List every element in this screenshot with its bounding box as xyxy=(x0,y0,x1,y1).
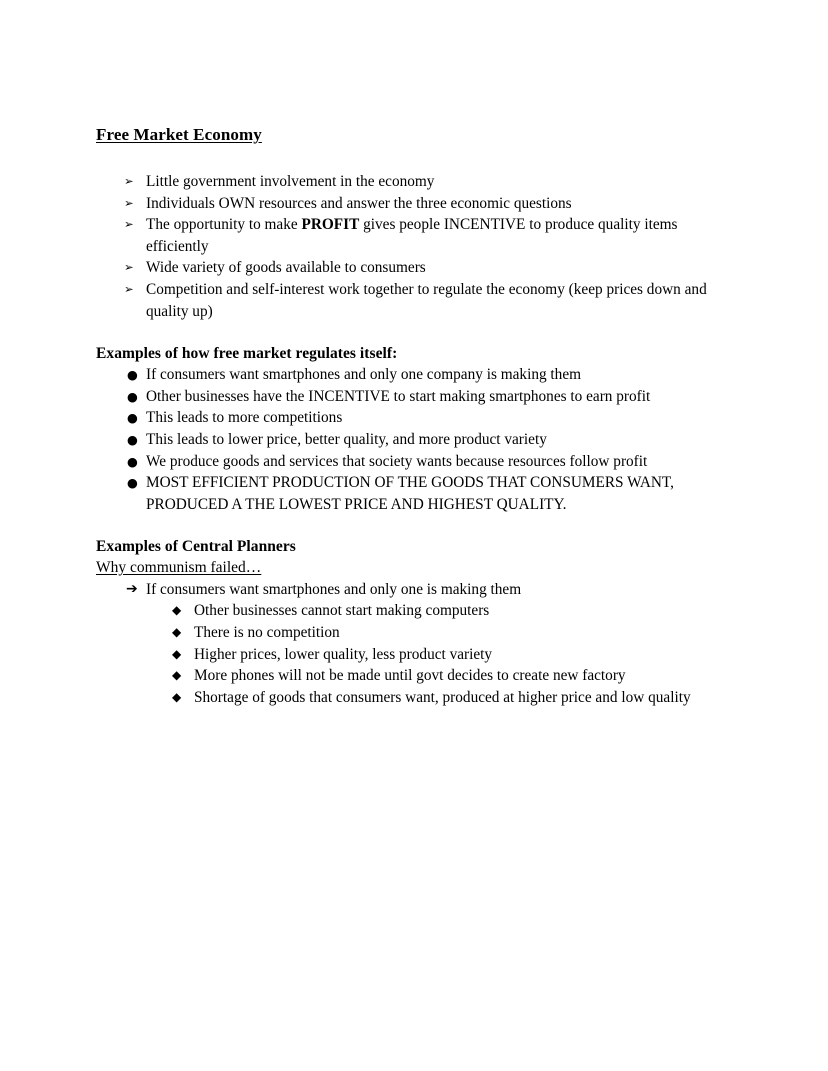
list-item xyxy=(96,687,722,709)
list-item xyxy=(96,257,722,279)
page-title: Free Market Economy xyxy=(96,125,262,144)
list-item-label: Shortage of goods that consumers want, produced at higher price and low quality xyxy=(194,688,691,706)
list-item xyxy=(96,171,722,193)
disc-bullet-icon: ● xyxy=(127,367,138,383)
list-item-label: Higher prices, lower quality, less product variety xyxy=(194,645,493,663)
disc-bullet-icon: ● xyxy=(127,410,138,426)
section-subheading-why-communism-failed: Why communism failed… xyxy=(96,559,262,577)
list-item xyxy=(96,600,722,622)
list-item xyxy=(96,622,722,644)
list-item-label: MOST EFFICIENT PRODUCTION OF THE GOODS THAT CONSUMERS WANT, PRODUCED A THE LOWEST PRICE AND HIGHEST QUALITY. xyxy=(146,474,674,513)
free-market-traits-list xyxy=(96,171,722,322)
disc-bullet-icon: ● xyxy=(127,453,138,469)
list-item-label: Little government involvement in the economy xyxy=(146,173,435,190)
arrow-bullet-icon: ➢ xyxy=(124,217,134,232)
list-item xyxy=(96,429,722,451)
list-item-label: Other businesses have the INCENTIVE to start making smartphones to earn profit xyxy=(146,387,651,405)
list-item-label: This leads to more competitions xyxy=(146,409,343,427)
section-spacer xyxy=(96,322,722,343)
list-item xyxy=(96,364,722,386)
diamond-bullet-icon: ◆ xyxy=(172,668,182,683)
right-arrow-bullet-icon: ➔ xyxy=(126,580,138,597)
list-item xyxy=(96,665,722,687)
list-item-text-post: gives people INCENTIVE to produce quality items efficiently xyxy=(146,216,678,255)
list-item-label: There is no competition xyxy=(194,624,340,641)
diamond-bullet-icon: ◆ xyxy=(172,646,182,661)
list-item-label: Competition and self-interest work together to regulate the economy (keep prices down and quality up) xyxy=(146,280,707,320)
disc-bullet-icon: ● xyxy=(127,388,138,404)
list-item xyxy=(96,579,722,601)
list-item-label: This leads to lower price, better quality, and more product variety xyxy=(146,430,547,448)
list-item-label: Other businesses cannot start making computers xyxy=(194,602,490,620)
arrow-bullet-icon: ➢ xyxy=(124,174,134,188)
list-item-label: Individuals OWN resources and answer the three economic questions xyxy=(146,194,572,212)
list-item xyxy=(96,279,722,322)
list-item xyxy=(96,407,722,429)
emphasis-profit: PROFIT xyxy=(301,216,360,234)
arrow-bullet-icon: ➢ xyxy=(124,281,134,296)
diamond-bullet-icon: ◆ xyxy=(172,689,182,704)
section-spacer xyxy=(96,515,722,536)
disc-bullet-icon: ● xyxy=(127,431,138,447)
section-heading-free-market-regulates: Examples of how free market regulates itself: xyxy=(96,345,398,363)
list-item xyxy=(96,386,722,408)
section-heading-central-planners: Examples of Central Planners xyxy=(96,538,296,556)
list-item xyxy=(96,193,722,215)
list-item xyxy=(96,472,722,515)
diamond-bullet-icon: ◆ xyxy=(172,625,182,639)
list-item-label: If consumers want smartphones and only one is making them xyxy=(146,580,522,598)
list-item-label: More phones will not be made until govt decides to create new factory xyxy=(194,667,626,685)
list-item xyxy=(96,214,722,257)
central-planners-sublist xyxy=(96,600,722,708)
list-item-label xyxy=(146,214,722,257)
list-item-label: If consumers want smartphones and only one company is making them xyxy=(146,366,582,384)
list-item xyxy=(96,644,722,666)
arrow-bullet-icon: ➢ xyxy=(124,195,134,210)
disc-bullet-icon: ● xyxy=(127,475,138,491)
central-planners-list xyxy=(96,579,722,601)
arrow-bullet-icon: ➢ xyxy=(124,260,134,275)
diamond-bullet-icon: ◆ xyxy=(172,603,182,618)
list-item-text-pre: The opportunity to make xyxy=(146,216,302,234)
list-item xyxy=(96,451,722,473)
list-item-label: Wide variety of goods available to consumers xyxy=(146,259,426,277)
list-item-label: We produce goods and services that society wants because resources follow profit xyxy=(146,452,648,470)
free-market-regulates-list xyxy=(96,364,722,515)
